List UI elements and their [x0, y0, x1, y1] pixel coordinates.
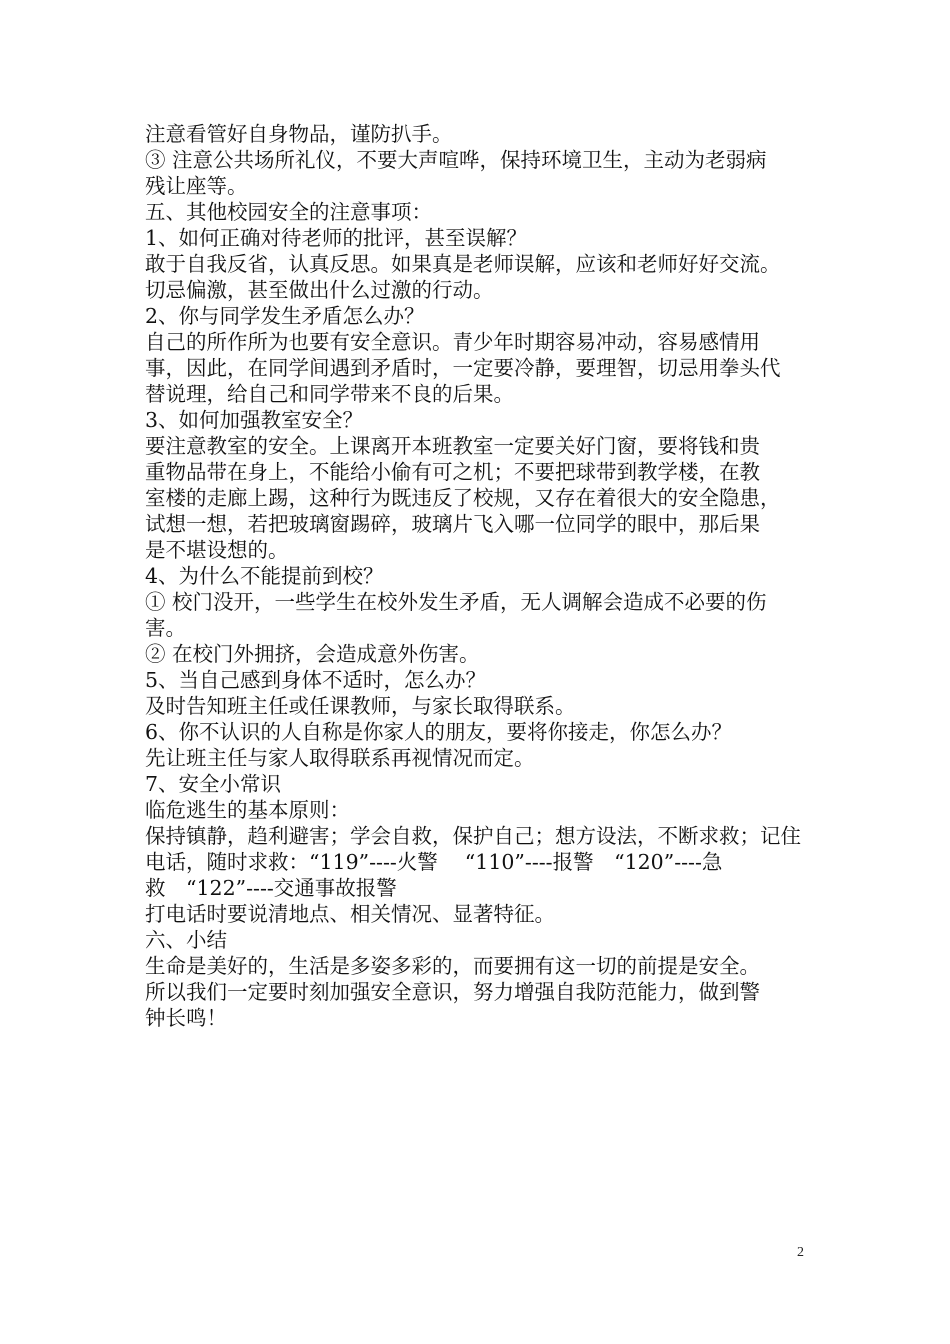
- text-line: 打电话时要说清地点、相关情况、显著特征。: [145, 902, 555, 926]
- document-body: [145, 121, 820, 1031]
- text-line: 残让座等。: [145, 174, 248, 198]
- text-line: 注意看管好自身物品，谨防扒手。: [145, 122, 453, 146]
- text-line: 生命是美好的，生活是多姿多彩的，而要拥有这一切的前提是安全。: [145, 954, 760, 978]
- text-line: 是不堪设想的。: [145, 538, 289, 562]
- text-line: 先让班主任与家人取得联系再视情况而定。: [145, 746, 535, 770]
- text-line: 自己的所作所为也要有安全意识。青少年时期容易冲动，容易感情用: [145, 330, 760, 354]
- text-line: 临危逃生的基本原则：: [145, 798, 350, 822]
- question-heading: 4、为什么不能提前到校？: [145, 564, 384, 588]
- text-line: 切忌偏激，甚至做出什么过激的行动。: [145, 278, 494, 302]
- text-line: 害。: [145, 616, 186, 640]
- question-heading: 3、如何加强教室安全？: [145, 408, 364, 432]
- text-line: ② 在校门外拥挤，会造成意外伤害。: [145, 642, 480, 666]
- question-heading: 6、你不认识的人自称是你家人的朋友，要将你接走，你怎么办？: [145, 720, 733, 744]
- text-line: 室楼的走廊上踢，这种行为既违反了校规，又存在着很大的安全隐患，: [145, 486, 781, 510]
- text-line: 事，因此，在同学间遇到矛盾时，一定要冷静，要理智，切忌用拳头代: [145, 356, 781, 380]
- question-heading: 7、安全小常识: [145, 772, 282, 796]
- text-line: 钟长鸣！: [145, 1006, 227, 1030]
- text-line: 电话，随时求救：“119”----火警 “110”----报警 “120”----急: [145, 850, 723, 874]
- text-line: ① 校门没开，一些学生在校外发生矛盾，无人调解会造成不必要的伤: [145, 590, 767, 614]
- text-line: 要注意教室的安全。上课离开本班教室一定要关好门窗，要将钱和贵: [145, 434, 760, 458]
- text-line: 替说理，给自己和同学带来不良的后果。: [145, 382, 514, 406]
- text-line: 重物品带在身上，不能给小偷有可之机；不要把球带到教学楼，在教: [145, 460, 760, 484]
- text-line: 试想一想，若把玻璃窗踢碎，玻璃片飞入哪一位同学的眼中，那后果: [145, 512, 760, 536]
- text-line: 救 “122”----交通事故报警: [145, 876, 397, 900]
- text-line: 所以我们一定要时刻加强安全意识，努力增强自我防范能力，做到警: [145, 980, 760, 1004]
- text-line: 及时告知班主任或任课教师，与家长取得联系。: [145, 694, 576, 718]
- question-heading: 1、如何正确对待老师的批评，甚至误解？: [145, 226, 528, 250]
- question-heading: 2、你与同学发生矛盾怎么办？: [145, 304, 425, 328]
- question-heading: 5、当自己感到身体不适时，怎么办？: [145, 668, 487, 692]
- page-number: 2: [797, 1245, 804, 1260]
- text-line: 敢于自我反省，认真反思。如果真是老师误解，应该和老师好好交流。: [145, 252, 781, 276]
- text-line: ③ 注意公共场所礼仪，不要大声喧哗，保持环境卫生，主动为老弱病: [145, 148, 767, 172]
- text-line: 保持镇静，趋利避害；学会自救，保护自己；想方设法，不断求救；记住: [145, 824, 801, 848]
- section-heading: 六、小结: [145, 928, 227, 952]
- section-heading: 五、其他校园安全的注意事项：: [145, 200, 432, 224]
